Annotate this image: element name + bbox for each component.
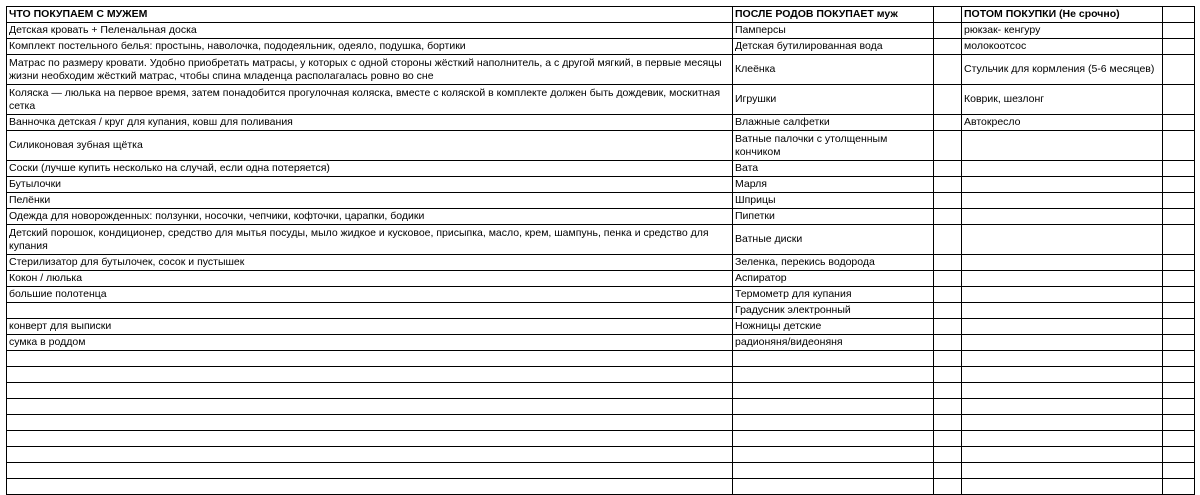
spacer-cell[interactable] bbox=[934, 131, 962, 161]
table-row bbox=[7, 479, 1195, 495]
spacer-cell[interactable] bbox=[1163, 23, 1195, 39]
table-row bbox=[7, 415, 1195, 431]
spacer-cell[interactable] bbox=[1163, 85, 1195, 115]
spacer-cell[interactable] bbox=[1163, 287, 1195, 303]
spacer-cell[interactable] bbox=[1163, 335, 1195, 351]
spacer-cell[interactable] bbox=[1163, 55, 1195, 85]
cell-what-we-buy-together[interactable]: Коляска — люлька на первое время, затем понадобится прогулочная коляска, вместе с коляской в комплекте должен быть дождевик, москитная сетка bbox=[7, 85, 733, 115]
cell-what-we-buy-together[interactable] bbox=[7, 431, 733, 447]
cell-later-purchases[interactable] bbox=[962, 367, 1163, 383]
cell-what-we-buy-together[interactable]: Одежда для новорожденных: ползунки, носочки, чепчики, кофточки, царапки, бодики bbox=[7, 209, 733, 225]
cell-later-purchases[interactable] bbox=[962, 255, 1163, 271]
spacer-cell[interactable] bbox=[934, 399, 962, 415]
cell-what-we-buy-together[interactable]: Детская кровать + Пеленальная доска bbox=[7, 23, 733, 39]
cell-later-purchases[interactable]: рюкзак- кенгуру bbox=[962, 23, 1163, 39]
table-row bbox=[7, 39, 1195, 55]
cell-after-birth-husband-buys[interactable]: Зеленка, перекись водорода bbox=[733, 255, 934, 271]
table-row bbox=[7, 319, 1195, 335]
cell-what-we-buy-together[interactable] bbox=[7, 351, 733, 367]
spacer-cell[interactable] bbox=[934, 115, 962, 131]
table-row bbox=[7, 177, 1195, 193]
table-row bbox=[7, 431, 1195, 447]
cell-after-birth-husband-buys[interactable] bbox=[733, 431, 934, 447]
spacer-cell[interactable] bbox=[1163, 319, 1195, 335]
spacer-cell[interactable] bbox=[934, 193, 962, 209]
cell-what-we-buy-together[interactable]: сумка в роддом bbox=[7, 335, 733, 351]
spacer-cell[interactable] bbox=[1163, 463, 1195, 479]
spacer-cell[interactable] bbox=[1163, 177, 1195, 193]
cell-after-birth-husband-buys[interactable] bbox=[733, 367, 934, 383]
cell-later-purchases[interactable]: молокоотсос bbox=[962, 39, 1163, 55]
cell-later-purchases[interactable] bbox=[962, 193, 1163, 209]
cell-after-birth-husband-buys[interactable]: Вата bbox=[733, 161, 934, 177]
cell-later-purchases[interactable] bbox=[962, 447, 1163, 463]
cell-later-purchases[interactable] bbox=[962, 415, 1163, 431]
spacer-cell[interactable] bbox=[1163, 447, 1195, 463]
table-row bbox=[7, 55, 1195, 85]
cell-later-purchases[interactable] bbox=[962, 209, 1163, 225]
table-row bbox=[7, 131, 1195, 161]
table-row bbox=[7, 255, 1195, 271]
header-cell-what-we-buy-together[interactable]: ЧТО ПОКУПАЕМ С МУЖЕМ bbox=[7, 7, 733, 23]
cell-what-we-buy-together[interactable]: Комплект постельного белья: простынь, наволочка, пододеяльник, одеяло, подушка, бортики bbox=[7, 39, 733, 55]
cell-after-birth-husband-buys[interactable]: Памперсы bbox=[733, 23, 934, 39]
spacer-cell[interactable] bbox=[1163, 431, 1195, 447]
spacer-cell[interactable] bbox=[934, 415, 962, 431]
cell-later-purchases[interactable]: Стульчик для кормления (5-6 месяцев) bbox=[962, 55, 1163, 85]
cell-what-we-buy-together[interactable] bbox=[7, 303, 733, 319]
cell-after-birth-husband-buys[interactable] bbox=[733, 415, 934, 431]
cell-later-purchases[interactable] bbox=[962, 131, 1163, 161]
spacer-cell[interactable] bbox=[934, 447, 962, 463]
cell-what-we-buy-together[interactable] bbox=[7, 383, 733, 399]
cell-later-purchases[interactable] bbox=[962, 383, 1163, 399]
spacer-cell[interactable] bbox=[934, 85, 962, 115]
cell-what-we-buy-together[interactable]: большие полотенца bbox=[7, 287, 733, 303]
spacer-cell[interactable] bbox=[1163, 209, 1195, 225]
cell-later-purchases[interactable]: Автокресло bbox=[962, 115, 1163, 131]
cell-what-we-buy-together[interactable]: Детский порошок, кондиционер, средство для мытья посуды, мыло жидкое и кусковое, присыпка, масло, крем, шампунь, пенка и средство для купания bbox=[7, 225, 733, 255]
spacer-cell[interactable] bbox=[934, 39, 962, 55]
spacer-cell[interactable] bbox=[1163, 367, 1195, 383]
spacer-cell[interactable] bbox=[1163, 271, 1195, 287]
spacer-cell[interactable] bbox=[934, 161, 962, 177]
spacer-cell[interactable] bbox=[1163, 255, 1195, 271]
cell-what-we-buy-together[interactable]: Ванночка детская / круг для купания, ковш для поливания bbox=[7, 115, 733, 131]
spacer-cell[interactable] bbox=[1163, 225, 1195, 255]
cell-later-purchases[interactable] bbox=[962, 399, 1163, 415]
cell-after-birth-husband-buys[interactable]: Аспиратор bbox=[733, 271, 934, 287]
cell-what-we-buy-together[interactable]: Пелёнки bbox=[7, 193, 733, 209]
table-row bbox=[7, 463, 1195, 479]
table-row bbox=[7, 287, 1195, 303]
spacer-cell[interactable] bbox=[934, 255, 962, 271]
table-row bbox=[7, 115, 1195, 131]
spacer-cell[interactable] bbox=[1163, 415, 1195, 431]
spacer-cell[interactable] bbox=[934, 383, 962, 399]
cell-after-birth-husband-buys[interactable] bbox=[733, 447, 934, 463]
spacer-cell[interactable] bbox=[934, 367, 962, 383]
spacer-cell[interactable] bbox=[934, 209, 962, 225]
spacer-cell[interactable] bbox=[1163, 479, 1195, 495]
sheet-body bbox=[7, 7, 1195, 495]
spacer-cell[interactable] bbox=[934, 287, 962, 303]
table-row bbox=[7, 85, 1195, 115]
table-row bbox=[7, 225, 1195, 255]
table-row bbox=[7, 23, 1195, 39]
cell-later-purchases[interactable] bbox=[962, 225, 1163, 255]
header-spacer-cell[interactable] bbox=[934, 7, 962, 23]
cell-after-birth-husband-buys[interactable]: Ватные диски bbox=[733, 225, 934, 255]
cell-after-birth-husband-buys[interactable]: Игрушки bbox=[733, 85, 934, 115]
table-row bbox=[7, 209, 1195, 225]
spacer-cell[interactable] bbox=[934, 319, 962, 335]
cell-what-we-buy-together[interactable] bbox=[7, 367, 733, 383]
cell-what-we-buy-together[interactable]: Стерилизатор для бутылочек, сосок и пустышек bbox=[7, 255, 733, 271]
cell-after-birth-husband-buys[interactable]: Ватные палочки с утолщенным кончиком bbox=[733, 131, 934, 161]
cell-after-birth-husband-buys[interactable] bbox=[733, 351, 934, 367]
cell-later-purchases[interactable] bbox=[962, 271, 1163, 287]
spacer-cell[interactable] bbox=[934, 351, 962, 367]
header-cell-after-birth-husband-buys[interactable]: ПОСЛЕ РОДОВ ПОКУПАЕТ муж bbox=[733, 7, 934, 23]
spacer-cell[interactable] bbox=[934, 431, 962, 447]
cell-after-birth-husband-buys[interactable] bbox=[733, 463, 934, 479]
spacer-cell[interactable] bbox=[1163, 39, 1195, 55]
cell-after-birth-husband-buys[interactable]: Шприцы bbox=[733, 193, 934, 209]
spacer-cell[interactable] bbox=[1163, 351, 1195, 367]
table-row bbox=[7, 367, 1195, 383]
header-spacer-cell[interactable] bbox=[1163, 7, 1195, 23]
cell-after-birth-husband-buys[interactable] bbox=[733, 383, 934, 399]
header-cell-later-purchases[interactable]: ПОТОМ ПОКУПКИ (Не срочно) bbox=[962, 7, 1163, 23]
cell-later-purchases[interactable] bbox=[962, 463, 1163, 479]
cell-later-purchases[interactable] bbox=[962, 177, 1163, 193]
table-row bbox=[7, 399, 1195, 415]
cell-after-birth-husband-buys[interactable]: Градусник электронный bbox=[733, 303, 934, 319]
spacer-cell[interactable] bbox=[934, 23, 962, 39]
cell-later-purchases[interactable] bbox=[962, 287, 1163, 303]
spacer-cell[interactable] bbox=[934, 335, 962, 351]
cell-what-we-buy-together[interactable]: Матрас по размеру кровати. Удобно приобретать матрасы, у которых с одной стороны жёсткий наполнитель, а с другой мягкий, в первые месяцы жизни необходим жёсткий матрас, чтобы спина младенца располагалась ровно во сне bbox=[7, 55, 733, 85]
cell-after-birth-husband-buys[interactable]: Термометр для купания bbox=[733, 287, 934, 303]
spacer-cell[interactable] bbox=[934, 55, 962, 85]
cell-what-we-buy-together[interactable] bbox=[7, 415, 733, 431]
cell-later-purchases[interactable]: Коврик, шезлонг bbox=[962, 85, 1163, 115]
cell-what-we-buy-together[interactable]: Кокон / люлька bbox=[7, 271, 733, 287]
cell-after-birth-husband-buys[interactable]: Ножницы детские bbox=[733, 319, 934, 335]
spacer-cell[interactable] bbox=[1163, 383, 1195, 399]
cell-after-birth-husband-buys[interactable]: Пипетки bbox=[733, 209, 934, 225]
spacer-cell[interactable] bbox=[934, 479, 962, 495]
spacer-cell[interactable] bbox=[1163, 131, 1195, 161]
table-row bbox=[7, 335, 1195, 351]
cell-later-purchases[interactable] bbox=[962, 161, 1163, 177]
table-row bbox=[7, 193, 1195, 209]
cell-later-purchases[interactable] bbox=[962, 351, 1163, 367]
spacer-cell[interactable] bbox=[934, 303, 962, 319]
spacer-cell[interactable] bbox=[934, 177, 962, 193]
cell-later-purchases[interactable] bbox=[962, 319, 1163, 335]
cell-after-birth-husband-buys[interactable]: Детская бутилированная вода bbox=[733, 39, 934, 55]
table-row bbox=[7, 161, 1195, 177]
cell-what-we-buy-together[interactable]: Соски (лучше купить несколько на случай, если одна потеряется) bbox=[7, 161, 733, 177]
spacer-cell[interactable] bbox=[1163, 399, 1195, 415]
cell-after-birth-husband-buys[interactable]: Влажные салфетки bbox=[733, 115, 934, 131]
table-row bbox=[7, 351, 1195, 367]
cell-after-birth-husband-buys[interactable] bbox=[733, 399, 934, 415]
cell-after-birth-husband-buys[interactable]: радионяня/видеоняня bbox=[733, 335, 934, 351]
cell-what-we-buy-together[interactable]: конверт для выписки bbox=[7, 319, 733, 335]
cell-what-we-buy-together[interactable] bbox=[7, 479, 733, 495]
cell-later-purchases[interactable] bbox=[962, 431, 1163, 447]
table-row bbox=[7, 447, 1195, 463]
table-row bbox=[7, 271, 1195, 287]
cell-what-we-buy-together[interactable]: Бутылочки bbox=[7, 177, 733, 193]
spacer-cell[interactable] bbox=[1163, 161, 1195, 177]
cell-after-birth-husband-buys[interactable] bbox=[733, 479, 934, 495]
spacer-cell[interactable] bbox=[934, 225, 962, 255]
cell-what-we-buy-together[interactable] bbox=[7, 399, 733, 415]
cell-what-we-buy-together[interactable]: Силиконовая зубная щётка bbox=[7, 131, 733, 161]
spacer-cell[interactable] bbox=[934, 271, 962, 287]
cell-later-purchases[interactable] bbox=[962, 335, 1163, 351]
cell-after-birth-husband-buys[interactable]: Марля bbox=[733, 177, 934, 193]
spacer-cell[interactable] bbox=[1163, 193, 1195, 209]
table-row bbox=[7, 383, 1195, 399]
cell-after-birth-husband-buys[interactable]: Клеёнка bbox=[733, 55, 934, 85]
spacer-cell[interactable] bbox=[934, 463, 962, 479]
header-row bbox=[7, 7, 1195, 23]
cell-later-purchases[interactable] bbox=[962, 479, 1163, 495]
table-row bbox=[7, 303, 1195, 319]
shopping-list-sheet bbox=[6, 6, 1195, 495]
cell-later-purchases[interactable] bbox=[962, 303, 1163, 319]
spacer-cell[interactable] bbox=[1163, 303, 1195, 319]
cell-what-we-buy-together[interactable] bbox=[7, 447, 733, 463]
cell-what-we-buy-together[interactable] bbox=[7, 463, 733, 479]
spacer-cell[interactable] bbox=[1163, 115, 1195, 131]
